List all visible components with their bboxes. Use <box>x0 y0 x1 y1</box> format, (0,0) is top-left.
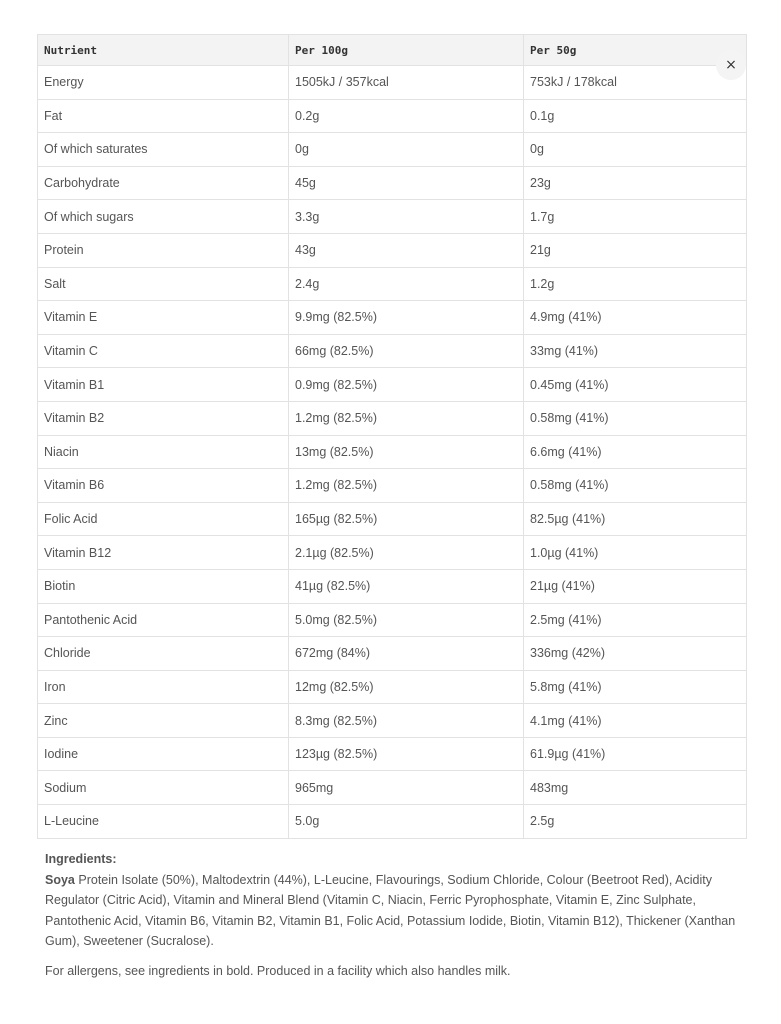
per-50g-cell: 21g <box>524 233 747 267</box>
per-100g-cell: 2.4g <box>289 267 524 301</box>
nutrient-name-cell: Niacin <box>38 435 289 469</box>
ingredients-heading: Ingredients: <box>45 852 117 866</box>
per-100g-cell: 12mg (82.5%) <box>289 670 524 704</box>
per-100g-cell: 0g <box>289 133 524 167</box>
per-100g-cell: 5.0mg (82.5%) <box>289 603 524 637</box>
per-100g-cell: 1505kJ / 357kcal <box>289 66 524 100</box>
ingredients-text <box>45 870 745 952</box>
nutrient-name-cell: Of which sugars <box>38 200 289 234</box>
header-row <box>38 35 747 66</box>
column-header-per-100g: Per 100g <box>289 35 524 66</box>
nutrient-name-cell: Pantothenic Acid <box>38 603 289 637</box>
allergen-note: For allergens, see ingredients in bold. Produced in a facility which also handles milk. <box>45 964 511 978</box>
nutrient-name-cell: Vitamin B6 <box>38 469 289 503</box>
per-100g-cell: 0.9mg (82.5%) <box>289 368 524 402</box>
per-100g-cell: 0.2g <box>289 99 524 133</box>
per-100g-cell: 45g <box>289 166 524 200</box>
table-row <box>38 670 747 704</box>
per-100g-cell: 13mg (82.5%) <box>289 435 524 469</box>
per-50g-cell: 0g <box>524 133 747 167</box>
per-100g-cell: 1.2mg (82.5%) <box>289 401 524 435</box>
nutrient-name-cell: Vitamin C <box>38 334 289 368</box>
table-row <box>38 469 747 503</box>
per-50g-cell: 2.5g <box>524 805 747 839</box>
per-100g-cell: 9.9mg (82.5%) <box>289 301 524 335</box>
table-row <box>38 99 747 133</box>
table-row <box>38 401 747 435</box>
nutrient-name-cell: Vitamin B1 <box>38 368 289 402</box>
per-50g-cell: 753kJ / 178kcal <box>524 66 747 100</box>
per-50g-cell: 1.0µg (41%) <box>524 536 747 570</box>
table-row <box>38 301 747 335</box>
per-100g-cell: 965mg <box>289 771 524 805</box>
ingredients-allergen-bold: Soya <box>45 872 75 887</box>
table-row <box>38 536 747 570</box>
nutrient-name-cell: L-Leucine <box>38 805 289 839</box>
table-row <box>38 368 747 402</box>
nutrient-name-cell: Vitamin B2 <box>38 401 289 435</box>
nutrient-name-cell: Protein <box>38 233 289 267</box>
per-50g-cell: 0.45mg (41%) <box>524 368 747 402</box>
nutrient-name-cell: Folic Acid <box>38 502 289 536</box>
per-50g-cell: 61.9µg (41%) <box>524 737 747 771</box>
nutrition-table-body <box>38 66 747 839</box>
table-row <box>38 435 747 469</box>
per-100g-cell: 2.1µg (82.5%) <box>289 536 524 570</box>
nutrient-name-cell: Salt <box>38 267 289 301</box>
table-row <box>38 502 747 536</box>
nutrient-name-cell: Energy <box>38 66 289 100</box>
table-row <box>38 133 747 167</box>
per-100g-cell: 672mg (84%) <box>289 637 524 671</box>
column-header-nutrient: Nutrient <box>38 35 289 66</box>
nutrient-name-cell: Carbohydrate <box>38 166 289 200</box>
per-50g-cell: 0.58mg (41%) <box>524 469 747 503</box>
per-100g-cell: 3.3g <box>289 200 524 234</box>
per-50g-cell: 82.5µg (41%) <box>524 502 747 536</box>
nutrient-name-cell: Iron <box>38 670 289 704</box>
nutrient-name-cell: Vitamin B12 <box>38 536 289 570</box>
table-row <box>38 805 747 839</box>
table-row <box>38 334 747 368</box>
per-100g-cell: 123µg (82.5%) <box>289 737 524 771</box>
nutrient-name-cell: Sodium <box>38 771 289 805</box>
per-100g-cell: 1.2mg (82.5%) <box>289 469 524 503</box>
column-header-per-50g: Per 50g <box>524 35 747 66</box>
table-row <box>38 267 747 301</box>
table-row <box>38 637 747 671</box>
table-row <box>38 603 747 637</box>
ingredients-list: Protein Isolate (50%), Maltodextrin (44%), L-Leucine, Flavourings, Sodium Chloride, Colour (Beetroot Red), Acidity Regulator (Citric Acid), Vitamin and Mineral Blend (Vitamin C, Niacin, Ferric Pyrophosphate, Vitamin E, Zinc Sulphate, Pantothenic Acid, Vitamin B6, Vitamin B2, Vitamin B1, Folic Acid, Potassium Iodide, Biotin, Vitamin B12), Thickener (Xanthan Gum), Sweetener (Sucralose). <box>45 872 736 948</box>
per-50g-cell: 5.8mg (41%) <box>524 670 747 704</box>
per-50g-cell: 21µg (41%) <box>524 569 747 603</box>
per-50g-cell: 483mg <box>524 771 747 805</box>
table-row <box>38 166 747 200</box>
nutrient-name-cell: Of which saturates <box>38 133 289 167</box>
per-100g-cell: 43g <box>289 233 524 267</box>
per-50g-cell: 6.6mg (41%) <box>524 435 747 469</box>
per-50g-cell: 336mg (42%) <box>524 637 747 671</box>
nutrient-name-cell: Biotin <box>38 569 289 603</box>
ingredients-section <box>45 849 745 952</box>
per-50g-cell: 23g <box>524 166 747 200</box>
table-row <box>38 704 747 738</box>
table-row <box>38 771 747 805</box>
table-row <box>38 737 747 771</box>
table-row <box>38 569 747 603</box>
per-100g-cell: 165µg (82.5%) <box>289 502 524 536</box>
table-row <box>38 233 747 267</box>
per-100g-cell: 8.3mg (82.5%) <box>289 704 524 738</box>
nutrient-name-cell: Chloride <box>38 637 289 671</box>
per-50g-cell: 1.7g <box>524 200 747 234</box>
close-button[interactable]: × <box>716 50 746 80</box>
table-row <box>38 66 747 100</box>
table-row <box>38 200 747 234</box>
nutrient-name-cell: Zinc <box>38 704 289 738</box>
nutrition-table-header <box>38 35 747 66</box>
nutrient-name-cell: Iodine <box>38 737 289 771</box>
nutrient-name-cell: Vitamin E <box>38 301 289 335</box>
per-50g-cell: 4.1mg (41%) <box>524 704 747 738</box>
per-50g-cell: 33mg (41%) <box>524 334 747 368</box>
nutrition-table <box>37 34 747 839</box>
per-100g-cell: 41µg (82.5%) <box>289 569 524 603</box>
per-50g-cell: 0.58mg (41%) <box>524 401 747 435</box>
per-100g-cell: 66mg (82.5%) <box>289 334 524 368</box>
nutrition-table-container <box>37 34 746 839</box>
per-50g-cell: 4.9mg (41%) <box>524 301 747 335</box>
per-50g-cell: 2.5mg (41%) <box>524 603 747 637</box>
nutrient-name-cell: Fat <box>38 99 289 133</box>
per-50g-cell: 0.1g <box>524 99 747 133</box>
per-100g-cell: 5.0g <box>289 805 524 839</box>
per-50g-cell: 1.2g <box>524 267 747 301</box>
